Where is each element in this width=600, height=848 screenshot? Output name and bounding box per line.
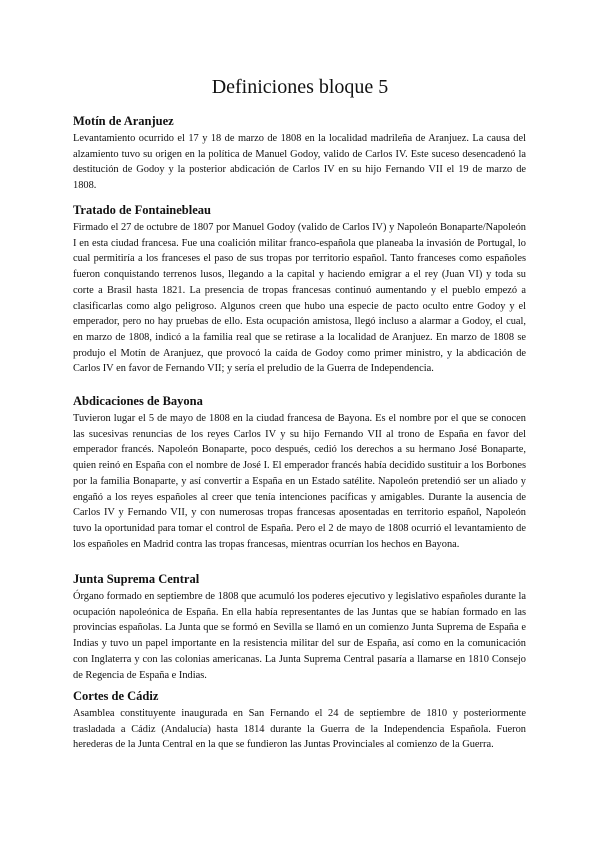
section-text: Órgano formado en septiembre de 1808 que acumuló los poderes ejecutivo y legislativo españoles durante la ocupación napoleónica de España. En ella había representantes de las Juntas que se habían formado en las provincias españolas. La Junta que se formó en Sevilla se llamó en un comienzo Junta Suprema de España e Indias y tuvo un papel importante en la resistencia militar del sur de España, así como en la comunicación con Inglaterra y con las colonias americanas. La Junta Suprema Central pasaría a llamarse en 1810 Consejo de Regencia de España e Indias. xyxy=(73,591,526,681)
section-heading: Abdicaciones de Bayona xyxy=(73,394,203,408)
section-text: Firmado el 27 de octubre de 1807 por Manuel Godoy (valido de Carlos IV) y Napoleón Bonaparte/Napoleón I en esta ciudad francesa. Fue una coalición militar franco-española que planeaba la invasión de Portugal, lo cual permitiría a los franceses el paso de sus tropas por territorio español. Tanto franceses como españoles fueron conquistando terrenos lusos, llegando a la capital y haciendo emigrar a el rey (Juan VI) y toda su corte a Brasil hasta 1821. La presencia de tropas francesas continuó aumentando y el pueblo empezó a clasificarlas como algo peligroso. Algunos creen que hubo una especie de pacto oculto entre Godoy y el emperador, pero no hay pruebas de ello. Esta ocupación amistosa, llegó incluso a alarmar a Godoy, el cual, en marzo de 1808, indicó a la familia real que se retirase a la localidad de Aranjuez. En marzo de 1808 se produjo el Motín de Aranjuez, que provocó la caída de Godoy como primer ministro, y la abdicación de Carlos IV en favor de Fernando VII; y sería el preludio de la Guerra de Independencia. xyxy=(73,222,526,375)
section-heading: Junta Suprema Central xyxy=(73,572,200,586)
section-cortes-de-cadiz xyxy=(73,688,526,753)
page-title: Definiciones bloque 5 xyxy=(211,76,389,98)
section-tratado-de-fontainebleau xyxy=(73,202,526,377)
section-text: Levantamiento ocurrido el 17 y 18 de marzo de 1808 en la localidad madrileña de Aranjuez. La causa del alzamiento tuvo su origen en la política de Manuel Godoy, valido de Carlos IV. Este suceso desencadenó la destitución de Godoy y la posterior abdicación de Carlos IV en su hijo Fernando VII el 19 de marzo de 1808. xyxy=(73,133,526,192)
section-heading: Motín de Aranjuez xyxy=(73,114,174,128)
section-junta-suprema-central xyxy=(73,571,526,683)
section-heading: Tratado de Fontainebleau xyxy=(73,203,211,217)
section-motin-de-aranjuez xyxy=(73,113,526,194)
section-abdicaciones-de-bayona xyxy=(73,393,526,552)
section-heading: Cortes de Cádiz xyxy=(73,689,159,703)
section-text: Tuvieron lugar el 5 de mayo de 1808 en la ciudad francesa de Bayona. Es el nombre por el que se conocen las sucesivas renuncias de los reyes Carlos IV y su hijo Fernando VII al trono de España en favor del emperador francés. Napoleón Bonaparte, poco después, cedió los derechos a su hermano José Bonaparte, quien reinó en España con el nombre de José I. El emperador francés había decidido sustituir a los Borbones por la familia Bonaparte, y así convertir a España en un Estado satélite. Napoleón pretendió ser un aliado y engañó a los reyes españoles al creer que tenía intenciones pacíficas y amigables. Durante la ausencia de Carlos IV y Fernando VII, y con numerosas tropas francesas aposentadas en territorio español, Napoleón tuvo la oportunidad para tomar el control de España. Pero el 2 de mayo de 1808 ocurrió el levantamiento de los españoles en Madrid contra las tropas francesas, mientras ocurrían los hechos en Bayona. xyxy=(73,413,526,550)
section-text: Asamblea constituyente inaugurada en San Fernando el 24 de septiembre de 1810 y posteriormente trasladada a Cádiz (Andalucía) hasta 1814 durante la Guerra de la Independencia Española. Fueron herederas de la Junta Central en la que se fundieron las Juntas Provinciales al comienzo de la Guerra. xyxy=(73,708,526,751)
